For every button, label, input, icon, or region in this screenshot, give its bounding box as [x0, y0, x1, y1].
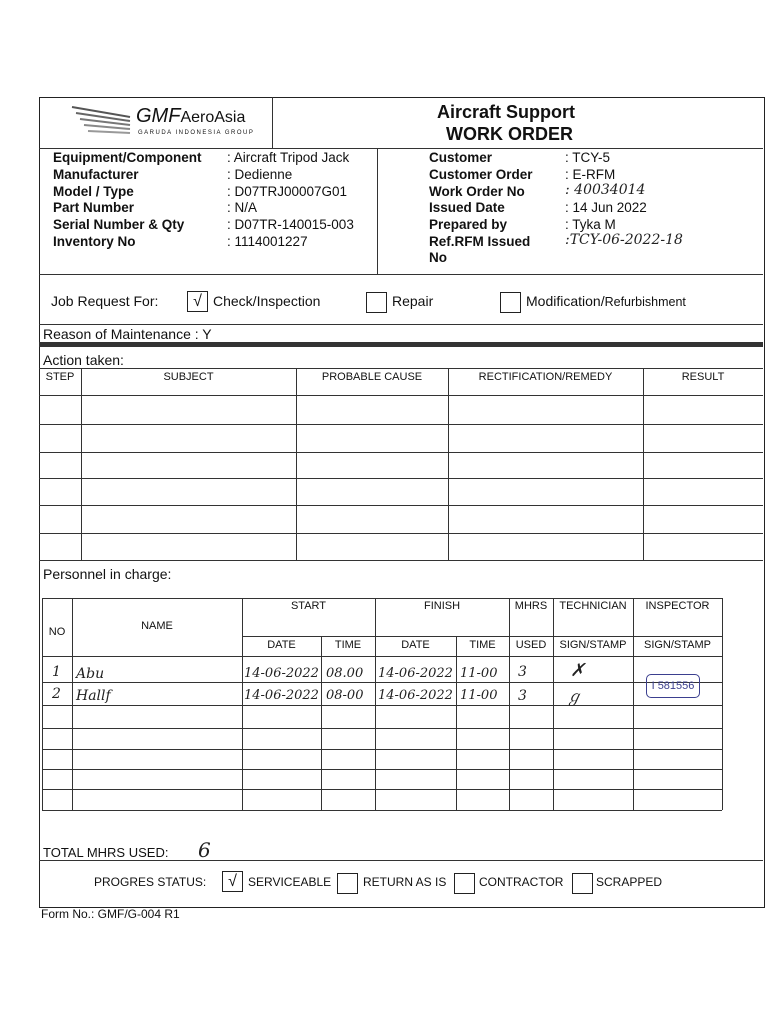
row-no: 1 [52, 664, 61, 680]
field-label: Manufacturer [53, 167, 139, 182]
field-label: Equipment/Component [53, 150, 202, 165]
gmf-logo [70, 103, 260, 145]
total-mhrs-label: TOTAL MHRS USED: [43, 845, 169, 860]
logo-tagline: GARUDA INDONESIA GROUP [138, 130, 255, 136]
repair-label: Repair [392, 293, 434, 309]
personnel-title: Personnel in charge: [43, 566, 172, 582]
title-line1: Aircraft Support [437, 102, 576, 122]
col-header-no: NO [48, 626, 66, 638]
row-finish-time: 11-00 [460, 666, 498, 681]
col-header-technician: TECHNICIAN [559, 600, 627, 612]
col-header-name: NAME [141, 620, 173, 632]
reason-of-maintenance: Reason of Maintenance : Y [43, 326, 212, 342]
field-value: : N/A [227, 200, 258, 215]
field-value: : Aircraft Tripod Jack [227, 150, 350, 165]
serviceable-checkbox[interactable] [222, 871, 243, 892]
col-header-start-time: TIME [334, 639, 362, 651]
field-label-cont: No [429, 250, 447, 265]
col-header-start: START [290, 600, 327, 612]
col-header-rectification: RECTIFICATION/REMEDY [478, 371, 613, 383]
row-start-time: 08-00 [326, 688, 364, 703]
field-label: Customer Order [429, 167, 533, 182]
title-line2: WORK ORDER [446, 124, 573, 144]
serviceable-label: SERVICEABLE [248, 875, 332, 889]
check-mark-icon: √ [193, 293, 202, 310]
col-header-inspector: INSPECTOR [645, 600, 710, 612]
modification-label [526, 293, 686, 309]
inspector-stamp: I 581556 [646, 674, 700, 698]
row-name: Abu [76, 666, 105, 682]
col-header-subject: SUBJECT [163, 371, 214, 383]
logo-brand-main: GMF [136, 105, 181, 127]
field-value: : D07TR-140015-003 [227, 217, 354, 232]
row-finish-date: 14-06-2022 [378, 688, 453, 703]
field-label: Customer [429, 150, 493, 165]
row-start-date: 14-06-2022 [244, 666, 319, 681]
field-value: : E-RFM [565, 167, 616, 182]
logo-brand-sub: AeroAsia [180, 109, 246, 126]
form-number: Form No.: GMF/G-004 R1 [41, 907, 180, 921]
field-label: Work Order No [429, 184, 525, 199]
field-label: Part Number [53, 200, 135, 215]
modification-label-main: Modification/ [526, 293, 605, 309]
field-value: : D07TRJ00007G01 [227, 184, 348, 199]
field-value: : 1114001227 [227, 234, 308, 249]
row-start-date: 14-06-2022 [244, 688, 319, 703]
col-header-result: RESULT [681, 371, 725, 383]
modification-label-small: Refurbishment [604, 295, 686, 309]
scrapped-checkbox[interactable] [572, 873, 593, 894]
col-header-finish: FINISH [423, 600, 461, 612]
field-label: Inventory No [53, 234, 136, 249]
field-label: Ref.RFM Issued [429, 234, 531, 249]
check-inspection-checkbox[interactable] [187, 291, 208, 312]
return-as-is-checkbox[interactable] [337, 873, 358, 894]
field-value-handwritten: :TCY-06-2022-18 [565, 232, 683, 248]
row-start-time: 08.00 [326, 666, 364, 681]
scrapped-label: SCRAPPED [596, 875, 663, 889]
modification-checkbox[interactable] [500, 292, 521, 313]
field-value: : 14 Jun 2022 [565, 200, 647, 215]
progress-status-label: PROGRES STATUS: [94, 875, 207, 889]
tech-signature-icon: ✗ [570, 660, 586, 681]
row-name: Hallf [76, 688, 111, 704]
action-taken-title: Action taken: [43, 352, 124, 368]
row-no: 2 [52, 686, 61, 702]
col-header-insp-sign: SIGN/STAMP [643, 639, 712, 651]
row-finish-time: 11-00 [460, 688, 498, 703]
col-header-finish-time: TIME [469, 639, 496, 651]
field-label: Issued Date [429, 200, 505, 215]
job-request-label: Job Request For: [51, 293, 159, 309]
field-value: : Tyka M [565, 217, 616, 232]
check-mark-icon: √ [228, 873, 237, 890]
total-mhrs-value: 6 [198, 838, 211, 862]
col-header-step: STEP [45, 371, 75, 383]
action-table [39, 368, 763, 560]
col-header-start-date: DATE [267, 639, 296, 651]
field-value-handwritten: : 40034014 [565, 182, 646, 198]
repair-checkbox[interactable] [366, 292, 387, 313]
field-value: : Dedienne [227, 167, 293, 182]
col-header-finish-date: DATE [401, 639, 430, 651]
check-inspection-label: Check/Inspection [213, 293, 321, 309]
personnel-table [42, 598, 722, 810]
contractor-label: CONTRACTOR [479, 875, 564, 889]
return-as-is-label: RETURN AS IS [363, 875, 447, 889]
row-finish-date: 14-06-2022 [378, 666, 453, 681]
row-mhrs: 3 [518, 688, 527, 704]
field-label: Serial Number & Qty [53, 217, 185, 232]
col-header-mhrs-used: USED [515, 639, 547, 651]
tech-signature-icon: ℊ [566, 687, 583, 706]
field-label: Prepared by [429, 217, 508, 232]
col-header-tech-sign: SIGN/STAMP [559, 639, 627, 651]
col-header-mhrs: MHRS [514, 600, 548, 612]
field-value: : TCY-5 [565, 150, 611, 165]
contractor-checkbox[interactable] [454, 873, 475, 894]
field-label: Model / Type [53, 184, 134, 199]
wing-logo-icon [70, 103, 134, 139]
col-header-probable-cause: PROBABLE CAUSE [321, 371, 423, 383]
row-mhrs: 3 [518, 664, 527, 680]
